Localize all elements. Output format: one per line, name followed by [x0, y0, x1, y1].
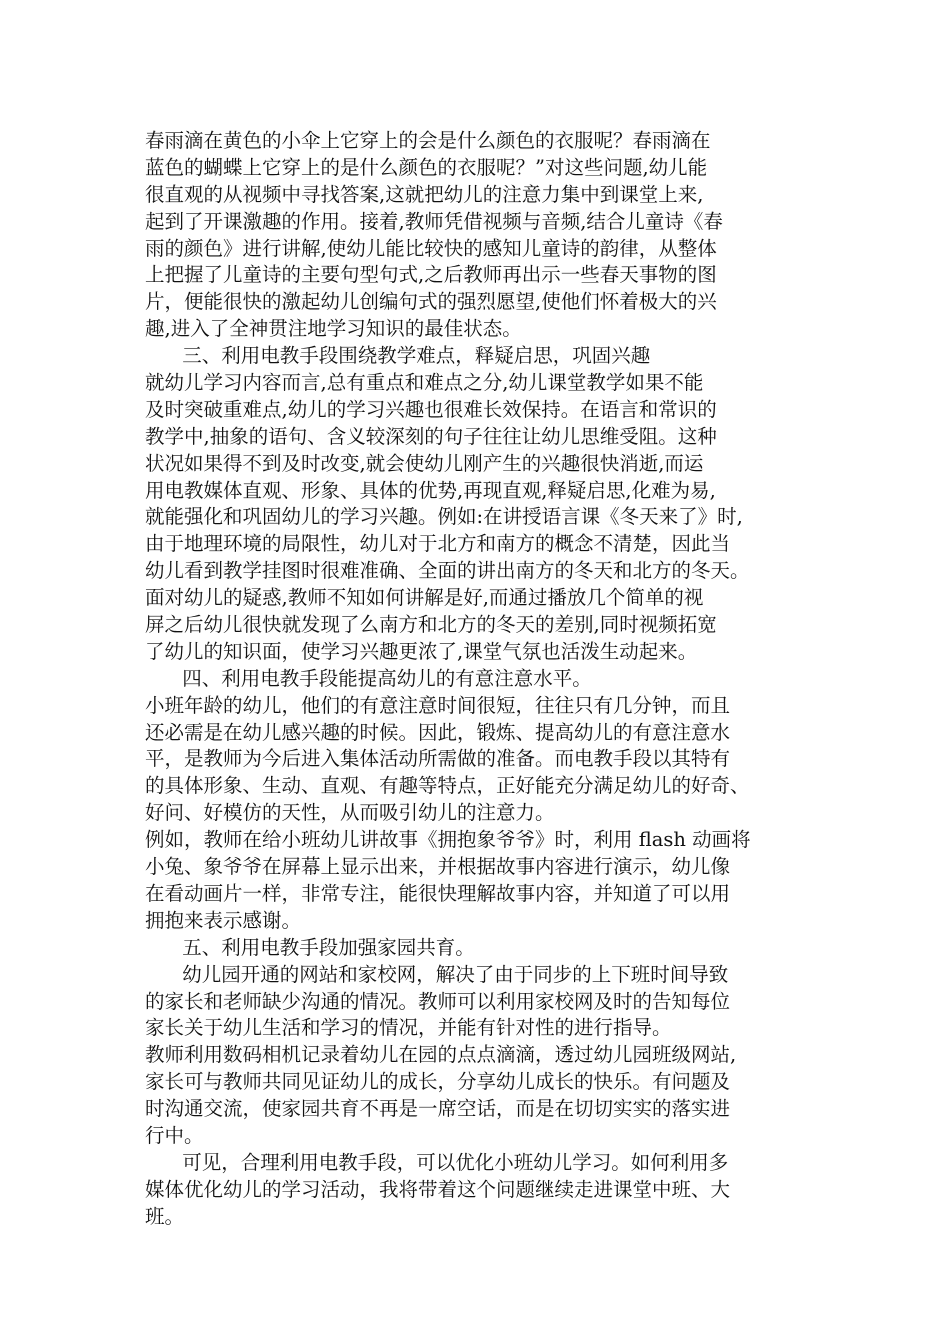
text-line: 在看动画片一样，非常专注，能很快理解故事内容，并知道了可以用	[145, 881, 731, 905]
text-line: 上把握了儿童诗的主要句型句式,之后教师再出示一些春天事物的图	[145, 263, 717, 287]
text-line: 教学中,抽象的语句、含义较深刻的句子往往让幼儿思维受阻。这种	[145, 424, 717, 448]
text-line: 家长关于幼儿生活和学习的情况，并能有针对性的进行指导。	[145, 1016, 672, 1040]
text-line: 就能强化和巩固幼儿的学习兴趣。例如:在讲授语言课《冬天来了》时,	[145, 505, 743, 529]
text-line: 平，是教师为今后进入集体活动所需做的准备。而电教手段以其特有	[145, 747, 731, 771]
text-line: 了幼儿的知识面，使学习兴趣更浓了,课堂气氛也活泼生动起来。	[145, 639, 698, 663]
text-line: 片，便能很快的激起幼儿创编句式的强烈愿望,使他们怀着极大的兴	[145, 290, 717, 314]
text-line: 好问、好模仿的天性，从而吸引幼儿的注意力。	[145, 801, 555, 825]
text-line: 例如，教师在给小班幼儿讲故事《拥抱象爷爷》时，利用 flash 动画将	[145, 828, 751, 852]
text-line: 还必需是在幼儿感兴趣的时候。因此，锻炼、提高幼儿的有意注意水	[145, 720, 731, 744]
text-line: 雨的颜色》进行讲解,使幼儿能比较快的感知儿童诗的韵律，从整体	[145, 236, 717, 260]
text-line: 小班年龄的幼儿，他们的有意注意时间很短，往往只有几分钟，而且	[145, 693, 731, 717]
text-line: 的家长和老师缺少沟通的情况。教师可以利用家校网及时的告知每位	[145, 989, 731, 1013]
text-line: 媒体优化幼儿的学习活动，我将带着这个问题继续走进课堂中班、大	[145, 1177, 731, 1201]
text-line: 用电教媒体直观、形象、具体的优势,再现直观,释疑启思,化难为易,	[145, 478, 716, 502]
text-line: 教师利用数码相机记录着幼儿在园的点点滴滴，透过幼儿园班级网站,	[145, 1043, 737, 1067]
text-line: 五、利用电教手段加强家园共育。	[145, 935, 475, 959]
text-line: 四、利用电教手段能提高幼儿的有意注意水平。	[145, 666, 592, 690]
text-line: 小兔、象爷爷在屏幕上显示出来，并根据故事内容进行演示，幼儿像	[145, 855, 731, 879]
text-line: 面对幼儿的疑惑,教师不知如何讲解是好,而通过播放几个简单的视	[145, 586, 704, 610]
text-line: 时沟通交流，使家园共育不再是一席空话，而是在切切实实的落实进	[145, 1097, 731, 1121]
text-line: 由于地理环境的局限性，幼儿对于北方和南方的概念不清楚，因此当	[145, 532, 731, 556]
document-body	[145, 128, 835, 1231]
text-line: 幼儿看到教学挂图时很难准确、全面的讲出南方的冬天和北方的冬天。	[145, 559, 750, 583]
text-line: 可见，合理利用电教手段，可以优化小班幼儿学习。如何利用多	[145, 1150, 729, 1174]
text-line: 趣,进入了全神贯注地学习知识的最佳状态。	[145, 317, 522, 341]
text-line: 拥抱来表示感谢。	[145, 908, 302, 932]
text-line: 蓝色的蝴蝶上它穿上的是什么颜色的衣服呢？”对这些问题,幼儿能	[145, 155, 708, 179]
text-line: 及时突破重难点,幼儿的学习兴趣也很难长效保持。在语言和常识的	[145, 397, 717, 421]
text-line: 家长可与教师共同见证幼儿的成长，分享幼儿成长的快乐。有问题及	[145, 1070, 731, 1094]
text-line: 就幼儿学习内容而言,总有重点和难点之分,幼儿课堂教学如果不能	[145, 371, 704, 395]
text-line: 行中。	[145, 1123, 204, 1147]
text-line: 三、利用电教手段围绕教学难点，释疑启思，巩固兴趣	[145, 344, 651, 368]
text-line: 屏之后幼儿很快就发现了么南方和北方的冬天的差别,同时视频拓宽	[145, 613, 717, 637]
text-line: 班。	[145, 1204, 185, 1228]
text-line: 状况如果得不到及时改变,就会使幼儿刚产生的兴趣很快消逝,而运	[145, 451, 704, 475]
text-line: 很直观的从视频中寻找答案,这就把幼儿的注意力集中到课堂上来,	[145, 182, 704, 206]
text-line: 幼儿园开通的网站和家校网，解决了由于同步的上下班时间导致	[145, 962, 729, 986]
text-line: 春雨滴在黄色的小伞上它穿上的会是什么颜色的衣服呢？春雨滴在	[145, 129, 711, 152]
text-line: 起到了开课激趣的作用。接着,教师凭借视频与音频,结合儿童诗《春	[145, 209, 723, 233]
text-line: 的具体形象、生动、直观、有趣等特点，正好能充分满足幼儿的好奇、	[145, 774, 750, 798]
